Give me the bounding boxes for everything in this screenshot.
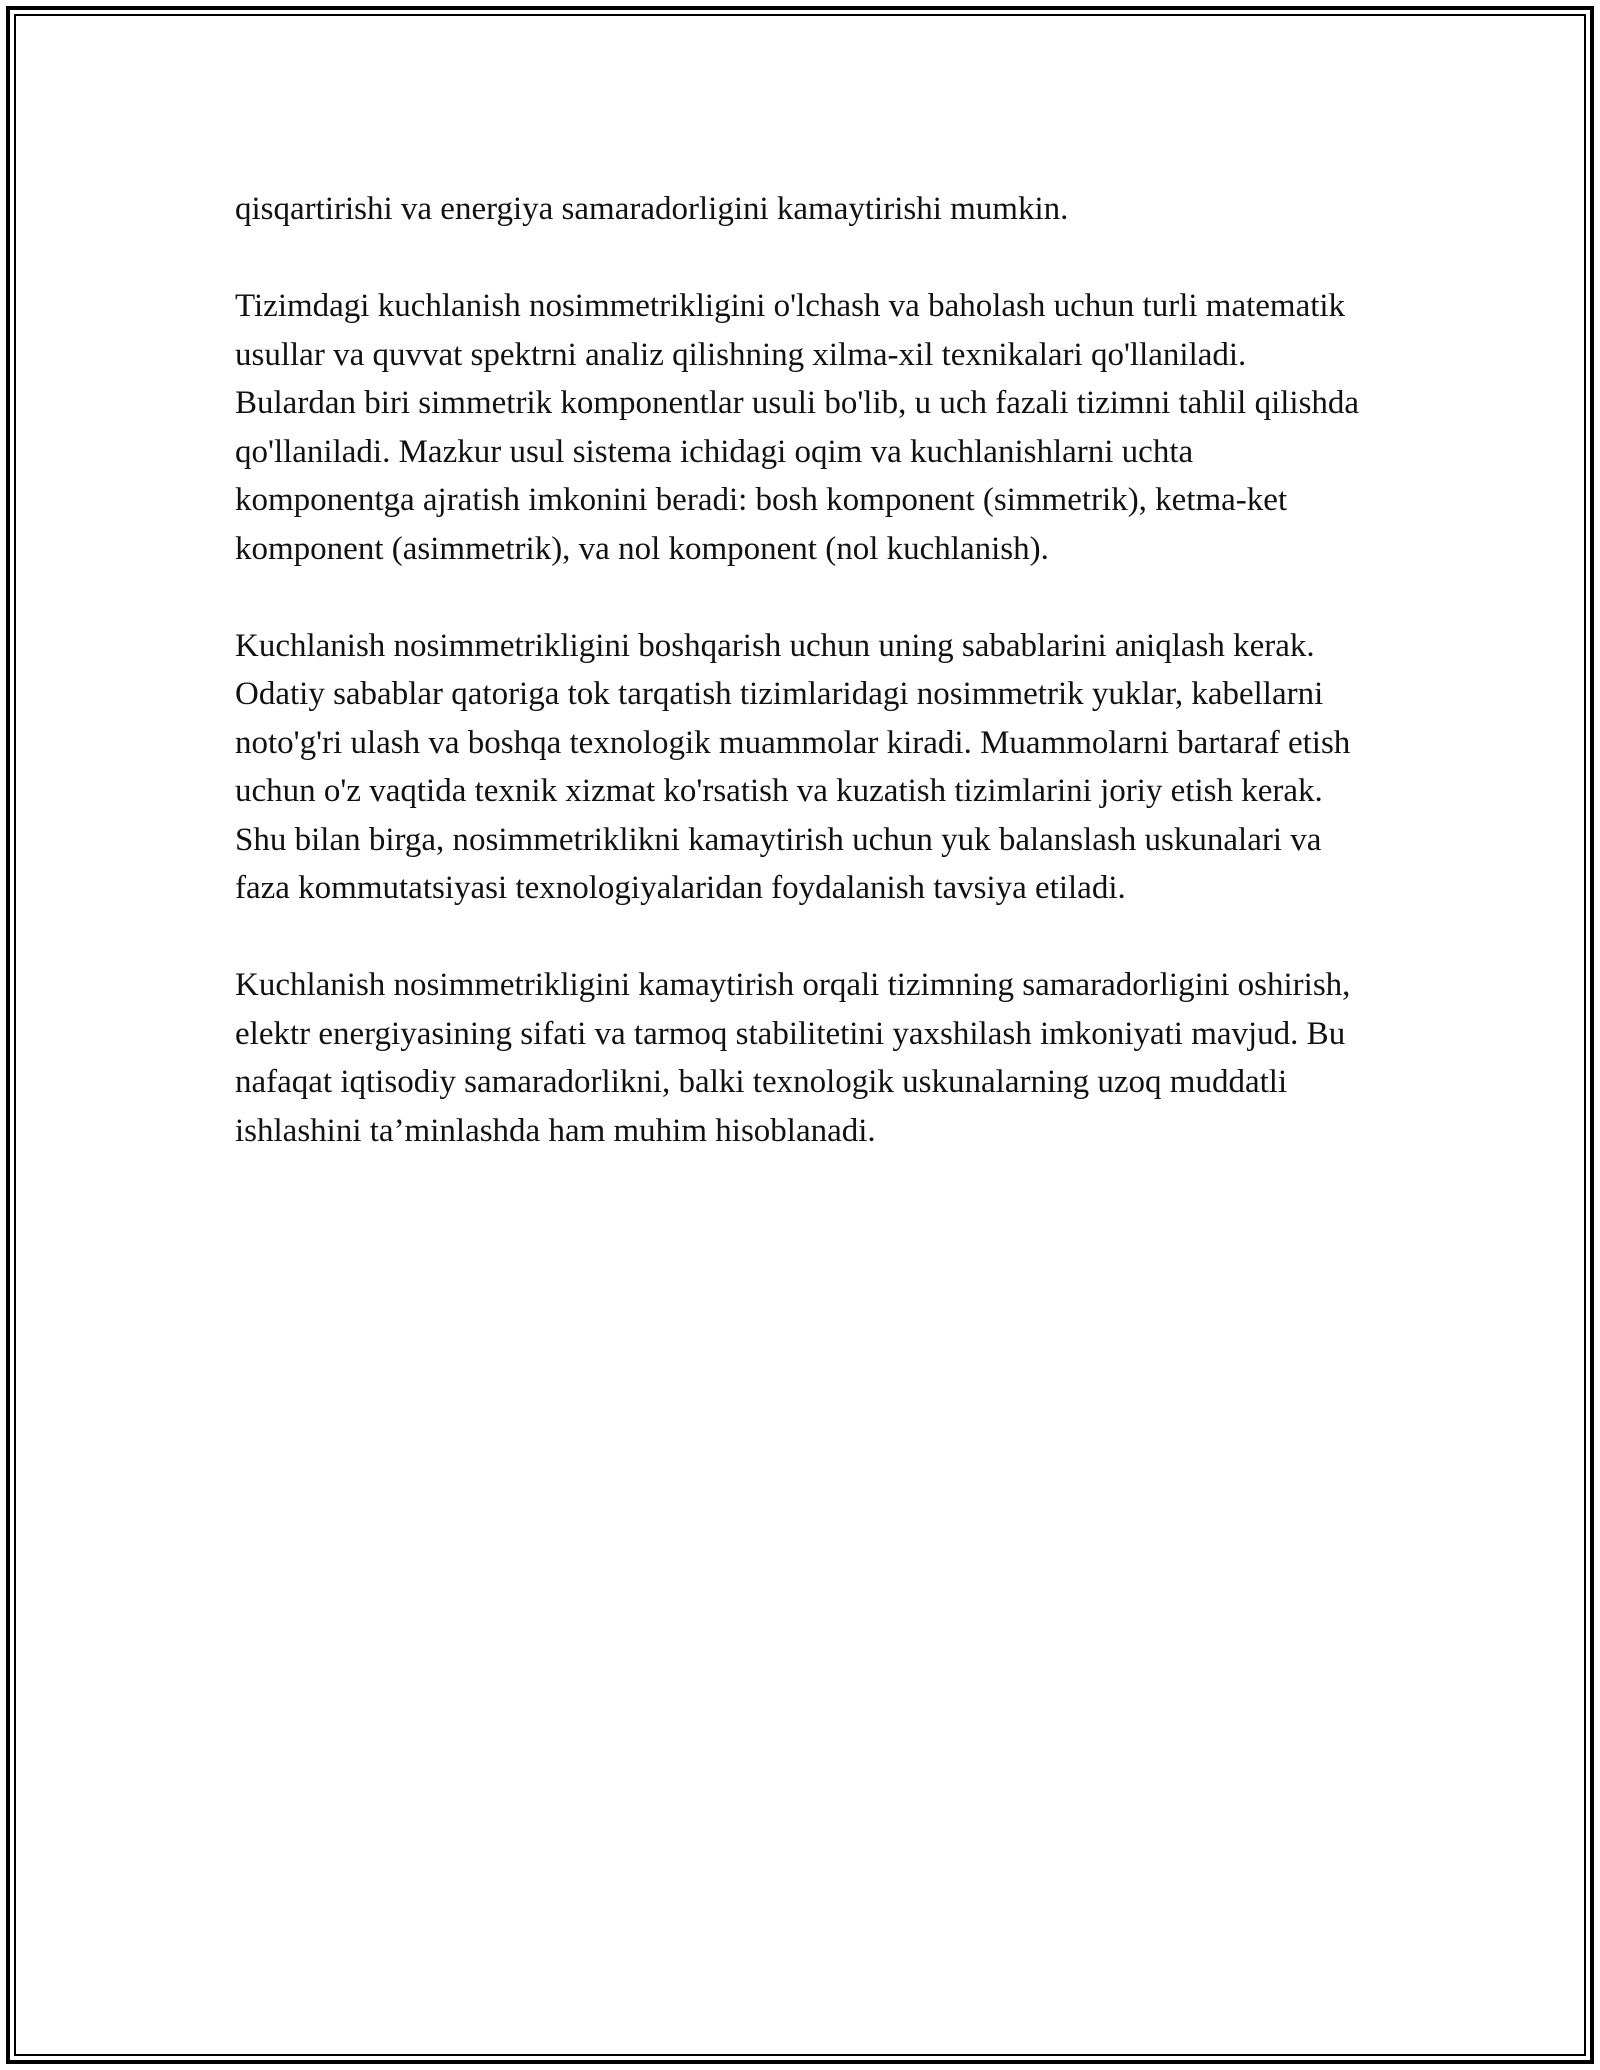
document-body bbox=[235, 185, 1365, 1204]
paragraph-causes-control: Kuchlanish nosimmetrikligini boshqarish uchun uning sabablarini aniqlash kerak. Odatiy sabablar qatoriga tok tarqatish tizimlaridagi nosimmetrik yuklar, kabellarni noto'g'ri ulash va boshqa texnologik muammolar kiradi. Muammolarni bartaraf etish uchun o'z vaqtida texnik xizmat ko'rsatish va kuzatish tizimlarini joriy etish kerak. Shu bilan birga, nosimmetriklikni kamaytirish uchun yuk balanslash uskunalari va faza kommutatsiyasi texnologiyalaridan foydalanish tavsiya etiladi. bbox=[235, 627, 1351, 906]
paragraph-measurement-methods: Tizimdagi kuchlanish nosimmetrikligini o'lchash va baholash uchun turli matematik usullar va quvvat spektrni analiz qilishning xilma-xil texnikalari qo'llaniladi. Bulardan biri simmetrik komponentlar usuli bo'lib, u uch fazali tizimni tahlil qilishda qo'llaniladi. Mazkur usul sistema ichidagi oqim va kuchlanishlarni uchta komponentga ajratish imkonini beradi: bosh komponent (simmetrik), ketma-ket komponent (asimmetrik), va nol komponent (nol kuchlanish). bbox=[235, 288, 1360, 567]
paragraph-continuation: qisqartirishi va energiya samaradorligini kamaytirishi mumkin. bbox=[235, 191, 1069, 227]
paragraph-benefits: Kuchlanish nosimmetrikligini kamaytirish orqali tizimning samaradorligini oshirish, elektr energiyasining sifati va tarmoq stabilitetini yaxshilash imkoniyati mavjud. Bu nafaqat iqtisodiy samaradorlikni, balki texnologik uskunalarning uzoq muddatli ishlashini ta’minlashda ham muhim hisoblanadi. bbox=[235, 967, 1351, 1149]
